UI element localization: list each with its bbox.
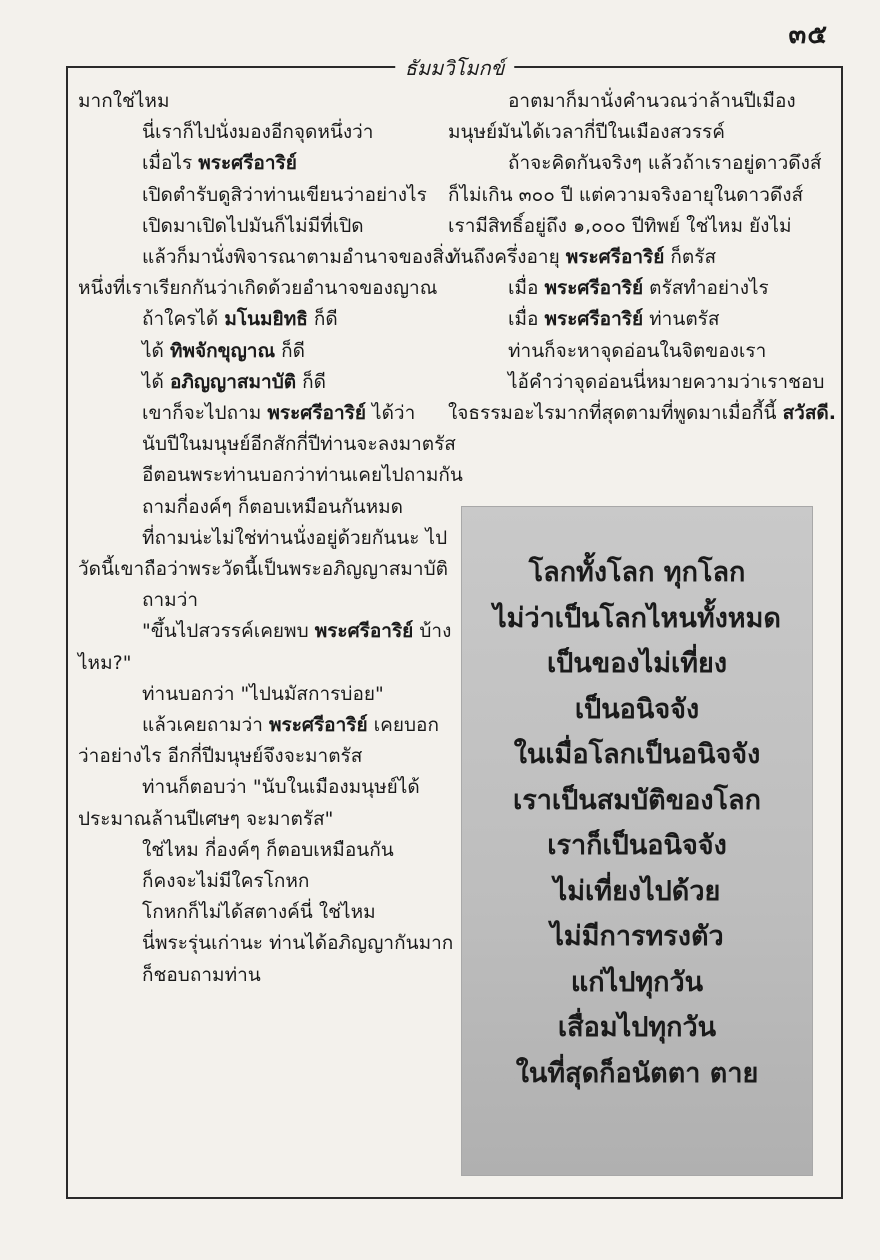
text-span: เมื่อ: [508, 308, 545, 331]
text-span: "ขึ้นไปสวรรค์เคยพบ: [142, 620, 315, 643]
poem-line: ในเมื่อโลกเป็นอนิจจัง: [513, 739, 761, 770]
text-span: เปิดมาเปิดไปมันก็ไม่มีที่เปิด: [142, 214, 364, 237]
bold-term: พระศรีอาริย์: [268, 714, 368, 737]
text-span: ก็คงจะไม่มีใครโกหก: [142, 870, 310, 893]
header-title: ธัมมวิโมกข์: [395, 52, 515, 84]
text-span: ท่านก็ตอบว่า "นับในเมืองมนุษย์ได้: [142, 776, 420, 799]
text-span: เรามีสิทธิ์อยู่ถึง ๑,๐๐๐ ปีทิพย์ ใช่ไหม ยังไม่: [448, 214, 792, 237]
text-line: [78, 211, 448, 242]
text-line: [78, 960, 448, 991]
text-span: ไอ้คำว่าจุดอ่อนนี่หมายความว่าเราชอบ: [508, 370, 825, 393]
poem-box: [461, 506, 813, 1176]
text-span: นี่พระรุ่นเก่านะ ท่านได้อภิญญากันมาก: [142, 932, 454, 955]
text-line: [78, 679, 448, 710]
text-span: ทันถึงครึ่งอายุ: [448, 246, 566, 269]
text-span: นับปีในมนุษย์อีกสักกี่ปีท่านจะลงมาตรัส: [142, 433, 456, 456]
text-span: ก็ดี: [307, 308, 338, 331]
text-line: [78, 86, 448, 117]
text-span: ได้: [142, 339, 170, 362]
text-line: [448, 180, 824, 211]
text-span: มากใช่ไหม: [78, 90, 170, 112]
text-line: [448, 398, 836, 429]
text-line: [78, 242, 454, 273]
text-span: ก็ชอบถามท่าน: [142, 963, 261, 986]
poem-line: ไม่มีการทรงตัว: [550, 921, 724, 952]
poem: [461, 550, 813, 1096]
text-span: แล้วก็มานั่งพิจารณาตามอำนาจของสิ่ง: [142, 246, 454, 269]
poem-line: เราก็เป็นอนิจจัง: [547, 830, 727, 861]
text-span: ใช่ไหม กี่องค์ๆ ก็ตอบเหมือนกัน: [142, 838, 394, 861]
text-line: [78, 304, 448, 335]
text-line: [78, 460, 463, 491]
text-span: บ้าง: [413, 620, 452, 643]
bold-term: ทิพจักขุญาณ: [169, 339, 276, 362]
text-line: [448, 336, 824, 367]
bold-term: พระศรีอาริย์: [544, 277, 644, 300]
text-line: [448, 367, 824, 398]
text-span: ท่านก็จะหาจุดอ่อนในจิตของเรา: [508, 339, 767, 362]
text-line: [78, 928, 454, 959]
bold-term: พระศรีอาริย์: [267, 402, 366, 425]
poem-line: ไม่เที่ยงไปด้วย: [553, 875, 721, 907]
text-line: [78, 648, 448, 679]
text-line: [78, 866, 448, 897]
poem-line: ในที่สุดก็อนัตตา ตาย: [515, 1057, 759, 1089]
text-line: [78, 585, 448, 616]
text-span: ก็ตรัส: [664, 246, 717, 269]
text-span: วัดนี้เขาถือว่าพระวัดนี้เป็นพระอภิญญาสมาบัติ: [78, 558, 448, 581]
text-span: แล้วเคยถามว่า: [142, 714, 269, 737]
poem-line: ไม่ว่าเป็นโลกไหนทั้งหมด: [493, 602, 781, 634]
text-line: [448, 86, 824, 117]
text-line: [78, 741, 448, 772]
text-span: ก็ดี: [296, 370, 326, 393]
bold-term: พระศรีอาริย์: [565, 246, 665, 269]
text-span: เปิดตำรับดูสิว่าท่านเขียนว่าอย่างไร: [142, 183, 427, 206]
text-line: [448, 117, 824, 148]
text-span: ว่าอย่างไร อีกกี่ปีมนุษย์จึงจะมาตรัส: [78, 745, 363, 768]
text-line: [78, 835, 448, 866]
text-span: ได้: [142, 370, 170, 393]
text-line: [448, 273, 824, 304]
text-span: อีตอนพระท่านบอกว่าท่านเคยไปถามกัน: [142, 464, 463, 487]
text-line: [78, 336, 448, 367]
bold-term: อภิญญาสมาบัติ: [169, 370, 297, 393]
text-span: ประมาณล้านปีเศษๆ จะมาตรัส": [78, 807, 334, 830]
text-span: ท่านตรัส: [643, 308, 720, 331]
text-span: ได้ว่า: [365, 402, 416, 425]
text-line: [78, 523, 448, 554]
text-span: โกหกก็ไม่ได้สตางค์นี่ ใช่ไหม: [142, 901, 376, 924]
text-line: [78, 273, 448, 304]
text-line: [448, 242, 824, 273]
left-column: [78, 86, 463, 991]
text-line: [78, 616, 452, 647]
text-line: [448, 148, 824, 179]
page-frame: [66, 56, 843, 1199]
text-line: [78, 554, 448, 585]
bold-term: พระศรีอาริย์: [198, 152, 297, 175]
text-line: [78, 367, 448, 398]
text-line: [78, 180, 448, 211]
poem-line: แก่ไปทุกวัน: [570, 966, 704, 998]
page-number: ๓๕: [788, 20, 828, 50]
text-span: ถามกี่องค์ๆ ก็ตอบเหมือนกันหมด: [142, 495, 403, 518]
text-span: มนุษย์มันได้เวลากี่ปีในเมืองสวรรค์: [448, 121, 725, 144]
text-line: [78, 117, 448, 148]
right-column: [448, 86, 836, 429]
text-span: ก็ไม่เกิน ๓๐๐ ปี แต่ความจริงอายุในดาวดึงส์: [448, 183, 804, 206]
poem-line: เสื่อมไปทุกวัน: [557, 1012, 717, 1043]
text-line: [448, 304, 824, 335]
text-line: [78, 429, 456, 460]
text-span: ไหม?": [78, 651, 132, 674]
text-span: ท่านบอกว่า "ไปนมัสการบ่อย": [142, 682, 384, 705]
text-line: [78, 804, 448, 835]
text-span: อาตมาก็มานั่งคำนวณว่าล้านปีเมือง: [508, 90, 796, 112]
text-span: เคยบอก: [367, 714, 439, 737]
text-span: นี่เราก็ไปนั่งมองอีกจุดหนึ่งว่า: [142, 121, 374, 144]
text-span: ก็ดี: [275, 339, 305, 362]
text-span: เมื่อ: [508, 277, 545, 300]
text-line: [78, 897, 448, 928]
text-line: [78, 398, 448, 429]
text-span: เมื่อไร: [142, 152, 199, 175]
text-line: [78, 148, 448, 179]
poem-line: เราเป็นสมบัติของโลก: [513, 784, 761, 816]
text-span: ใจธรรมอะไรมากที่สุดตามที่พูดมาเมื่อกี้นี้: [448, 402, 783, 425]
text-line: [78, 772, 448, 803]
text-span: ถามว่า: [142, 589, 199, 612]
text-line: [78, 710, 448, 741]
poem-line: โลกทั้งโลก ทุกโลก: [528, 557, 746, 588]
text-span: ถ้าใครได้: [142, 308, 225, 331]
text-span: ตรัสทำอย่างไร: [643, 277, 769, 300]
poem-line: เป็นอนิจจัง: [574, 693, 700, 725]
bold-term: สวัสดี.: [782, 402, 836, 425]
poem-line: เป็นของไม่เที่ยง: [546, 648, 728, 679]
bold-term: พระศรีอาริย์: [314, 620, 414, 643]
bold-term: พระศรีอาริย์: [544, 308, 644, 331]
text-span: ถ้าจะคิดกันจริงๆ แล้วถ้าเราอยู่ดาวดึงส์: [508, 152, 822, 175]
text-span: หนึ่งที่เราเรียกกันว่าเกิดด้วยอำนาจของญาณ: [78, 277, 438, 300]
bold-term: มโนมยิทธิ: [224, 308, 308, 331]
text-line: [448, 211, 824, 242]
text-span: เขาก็จะไปถาม: [142, 402, 268, 425]
text-line: [78, 492, 448, 523]
text-span: ที่ถามน่ะไม่ใช่ท่านนั่งอยู่ด้วยกันนะ ไป: [142, 526, 448, 549]
